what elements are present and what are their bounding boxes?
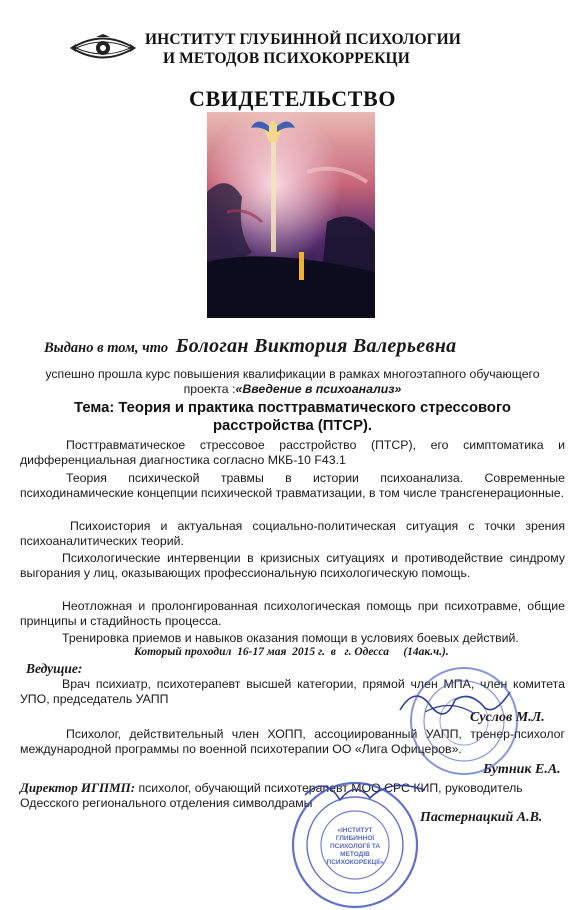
- svg-text:ГЛИБИННОЇ: ГЛИБИННОЇ: [335, 835, 375, 842]
- theme-line-2: расстройства (ПТСР).: [212, 418, 373, 434]
- svg-text:«ІНСТИТУТ: «ІНСТИТУТ: [337, 827, 373, 834]
- theme-heading: [40, 399, 545, 435]
- director-label: Директор ИГПМП:: [20, 780, 136, 795]
- eye-logo-icon: [70, 33, 136, 63]
- topic-6: Тренировка приемов и навыков оказания помощи в условиях боевых действий.: [62, 631, 519, 645]
- event-line: Который проходил 16-17 мая 2015 г. в г. Одесса (14ак.ч.).: [134, 646, 449, 658]
- director-signature-name: Пастернацкий А.В.: [420, 810, 543, 825]
- leader-1-description: Врач психиатр, психотерапевт высшей категории, прямой член МПА, член комитета УПО, председатель УАПП: [20, 677, 565, 706]
- topic-4: Психологические интервенции в кризисных ситуациях и противодействие синдрому выгорания у лиц, оказывающих профессиональную психологическую помощь.: [20, 551, 565, 580]
- leader-2-description: Психолог, действительный член ХОПП, ассоциированный УАПП, тренер-психолог международной программы по военной психотерапии ОО «Лига Офицеров».: [20, 727, 565, 756]
- topic-1: Посттравматическое стрессовое расстройство (ПТСР), его симптоматика и дифференциальная диагностика согласно МКБ-10 F43.1: [20, 438, 565, 467]
- recipient-name: Бологан Виктория Валерьевна: [175, 335, 457, 357]
- theme-line-1: Тема: Теория и практика посттравматического стрессового: [74, 400, 511, 416]
- director-description: психолог, обучающий психотерапевт МОО СРС КИП, руководитель Одесского регионального отделения символдрамы: [20, 781, 523, 810]
- svg-text:МЕТОДІВ: МЕТОДІВ: [340, 851, 370, 858]
- svg-text:ПСИХОКОРЕКЦІЇ»: ПСИХОКОРЕКЦІЇ»: [326, 859, 384, 866]
- topic-2: Теория психической травмы в истории психоанализа. Современные психодинамические концепции психической травматизации, в том числе трансгенерационные.: [20, 471, 565, 500]
- topic-5: Неотложная и пролонгированная психологическая помощь при психотравме, общие принципы и стадийность процесса.: [20, 599, 565, 628]
- leader-1-signature-name: Суслов М.Л.: [470, 710, 545, 725]
- svg-text:ПСИХОЛОГІЇ ТА: ПСИХОЛОГІЇ ТА: [329, 843, 381, 850]
- organization-stamp-secondary: [408, 665, 520, 777]
- issued-line: [44, 335, 456, 358]
- painting-image: [207, 112, 375, 318]
- course-line-2: [20, 382, 565, 397]
- institute-name: [145, 30, 545, 68]
- leader-2-signature-name: Бутник Е.А.: [483, 762, 561, 777]
- course-project: «Введение в психоанализ»: [235, 382, 402, 396]
- course-line-2-prefix: проекта :: [183, 382, 236, 396]
- institute-line-2: И МЕТОДОВ ПСИХОКОРРЕКЦИ: [163, 50, 410, 67]
- institute-line-1: ИНСТИТУТ ГЛУБИННОЙ ПСИХОЛОГИИ: [145, 31, 461, 48]
- institute-round-stamp: [290, 780, 420, 910]
- leaders-heading: Ведущие:: [26, 661, 83, 676]
- course-line-1: успешно прошла курс повышения квалификации в рамках многоэтапного обучающего: [45, 367, 540, 381]
- certificate-title: СВИДЕТЕЛЬСТВО: [188, 86, 397, 111]
- issued-prefix: Выдано в том, что: [44, 340, 169, 356]
- topic-3: Психоистория и актуальная социально-политическая ситуация с точки зрения психоаналитических теорий.: [20, 519, 565, 548]
